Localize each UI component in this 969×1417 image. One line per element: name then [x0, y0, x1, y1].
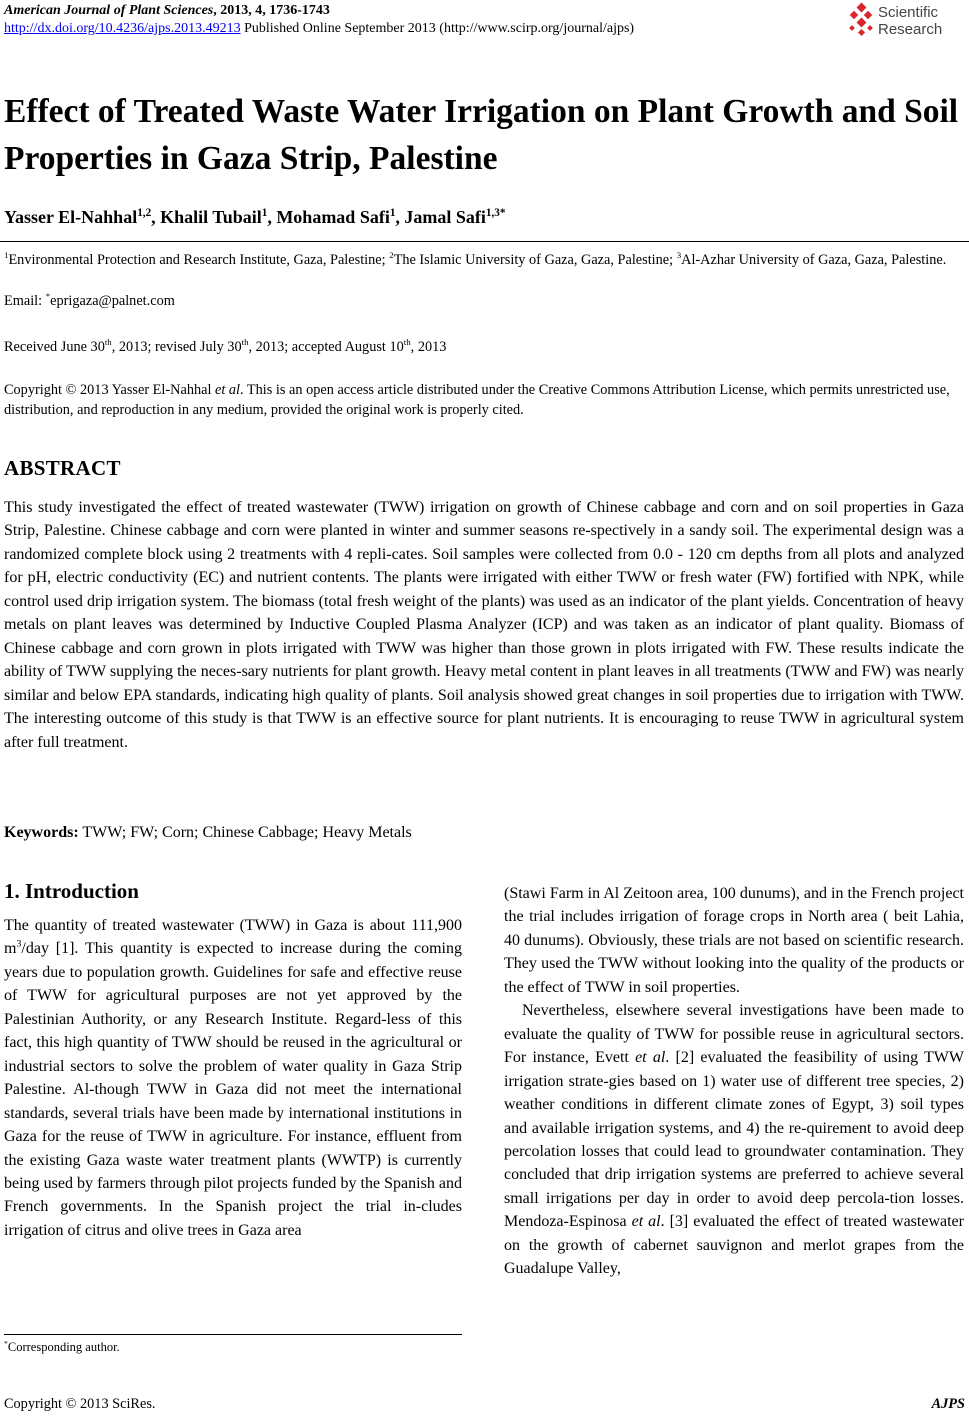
intro-right-column — [504, 882, 964, 1281]
footnote-text: Corresponding author. — [7, 1340, 120, 1354]
footnote — [4, 1340, 120, 1355]
footer-journal-abbrev: AJPS — [931, 1396, 965, 1412]
intro-paragraph-2 — [504, 999, 964, 1280]
author-name: , Khalil Tubail — [151, 207, 262, 227]
intro-paragraph-1 — [4, 914, 462, 1242]
intro-text: /day [1]. This quantity is expected to increase during the coming years due to population growth. Guidelines for safe and effective reuse of TWW for agricultural purposes are not yet approved by the Palestinian Authority, or any Research Institute. Regard-less of this fact, this high quantity of TWW should be reused in the agricultural or industrial sectors to solve the problem of water quality in Gaza Strip Palestine. Al-though TWW in Gaza did not meet the international standards, several trials have been made by international institutions in Gaza for the reuse of TWW in agriculture. For instance, effluent from the existing Gaza waste water treatment plants (WWTP) is currently being used by farmers through pilot projects funded by the Spanish and French governments. In the Spanish project the trial in-cludes irrigation of citrus and olive trees in Gaza area — [4, 940, 462, 1239]
intro-text: Nevertheless, elsewhere several investigations have been made to evaluate the quality of TWW for possible reuse in agricultural sectors. For instance, Evett — [504, 1002, 964, 1067]
logo-line-1: Scientific — [878, 4, 939, 21]
copyright-text: . This is an open access article distributed under the Creative Commons Attribution License, which permits unrestricted use, distribution, and reproduction in any medium, provided the original work is properly cited. — [4, 382, 950, 418]
scientific-research-logo — [848, 2, 968, 42]
intro-heading: 1. Introduction — [4, 879, 139, 903]
copyright-etal: et al — [215, 382, 241, 398]
email-address[interactable]: eprigaza@palnet.com — [50, 293, 175, 309]
affil-text: Environmental Protection and Research Institute, Gaza, Palestine; — [8, 252, 390, 268]
intro-left-column — [4, 914, 462, 1242]
author-name: Yasser El-Nahhal — [4, 207, 138, 227]
author-affil-sup: 1,3* — [485, 207, 506, 219]
keywords-line — [4, 824, 412, 842]
author-affil-sup: 1,2 — [137, 207, 152, 219]
email-label: Email: — [4, 293, 46, 309]
date-text: Received June 30 — [4, 339, 105, 355]
author-list — [4, 207, 505, 228]
logo-line-2: Research — [878, 21, 943, 38]
author-affil-sup: 1 — [261, 207, 268, 219]
author-name: , Jamal Safi — [395, 207, 486, 227]
keywords: TWW; FW; Corn; Chinese Cabbage; Heavy Metals — [78, 824, 412, 841]
doi-line — [4, 20, 634, 38]
affil-sup: 3 — [676, 250, 682, 261]
copyright-text: Copyright © 2013 Yasser El-Nahhal — [4, 382, 216, 398]
abstract-text: This study investigated the effect of treated wastewater (TWW) irrigation on growth of Chinese cabbage and corn and on soil properties in Gaza Strip, Palestine. Chinese cabbage and corn were planted in winter and summer seasons re-spectively in a sandy soil. The experimental design was a randomized complete block using 2 treatments with 4 repli-cates. Soil samples were collected from 0.0 - 120 cm depths from all plots and analyzed for pH, electric conductivity (EC) and nutrient contents. The plants were irrigated with either TWW or fresh water (FW) fortified with NPK, while control used drip irrigation system. The biomass (total fresh weight of the plants) was used as an indicator of the plant yields. Concentration of heavy metals on plant leaves was determined by Inductive Coupled Plasma Analyzer (ICP) and was taken as an indicator of plant quality. Biomass of Chinese cabbage and corn grown in plots irrigated with TWW was higher than those grown in plots irrigated with FW. These results indicate the ability of TWW supplying the neces-sary nutrients for plant growth. Heavy metal content in plant leaves in all treatments (TWW and FW) was nearly similar and below EPA standards, indicating high quality of plants. Soil analysis showed great changes in soil properties due to irrigation with TWW. The interesting outcome of this study is that TWW is an effective source for plant nutrients. It is encouraging to reuse TWW in agricultural system after full treatment. — [4, 499, 964, 751]
author-affil-sup: 1 — [389, 207, 396, 219]
header-divider — [0, 241, 969, 242]
affiliations — [4, 250, 964, 270]
affil-sup: 1 — [4, 250, 9, 261]
abstract-heading: ABSTRACT — [4, 456, 121, 480]
intro-paragraph-1-cont: (Stawi Farm in Al Zeitoon area, 100 dunums), and in the French project the trial includes irrigation of forage crops in North area ( beit Lahia, 40 dunums). Obviously, these trials are not based on scientific research. They used the TWW without looking into the quality of the products or the effect of TWW in soil properties. — [504, 885, 964, 996]
intro-text: The quantity of treated wastewater (TWW) in Gaza is about 111,900 m — [4, 917, 462, 958]
date-text: , 2013; revised July 30 — [111, 339, 242, 355]
doi-link[interactable]: http://dx.doi.org/10.4236/ajps.2013.49213 — [4, 21, 241, 36]
date-sup: th — [241, 337, 249, 348]
copyright-notice — [4, 380, 968, 420]
affil-text: Al-Azhar University of Gaza, Gaza, Palestine. — [681, 252, 947, 268]
intro-etal: et al — [635, 1049, 666, 1067]
keywords-label: Keywords: — [4, 824, 79, 841]
journal-volume: , 2013, 4, 1736-1743 — [213, 3, 330, 18]
email-sup: * — [45, 291, 51, 302]
intro-sup: 3 — [16, 939, 22, 951]
published-online: Published Online September 2013 (http://www.scirp.org/journal/ajps) — [240, 21, 635, 36]
logo-mark-icon — [848, 2, 876, 38]
footer-copyright: Copyright © 2013 SciRes. — [4, 1396, 156, 1412]
journal-citation — [4, 2, 330, 20]
date-text: , 2013; accepted August 10 — [248, 339, 404, 355]
footnote-sup: * — [4, 1338, 8, 1348]
date-sup: th — [403, 337, 411, 348]
logo-text — [878, 4, 942, 38]
date-sup: th — [104, 337, 112, 348]
journal-name: American Journal of Plant Sciences — [4, 3, 214, 18]
affil-sup: 2 — [389, 250, 394, 261]
received-dates — [4, 339, 446, 356]
date-text: , 2013 — [410, 339, 447, 355]
email-line — [4, 293, 175, 310]
paper-title: Effect of Treated Waste Water Irrigation on Plant Growth and Soil Properties in Gaza Strip, Palestine — [4, 93, 959, 177]
footnote-divider — [4, 1334, 462, 1335]
intro-text: . [2] evaluated the feasibility of using TWW irrigation strate-gies based on 1) water use of different tree species, 2) weather conditions in different climate zones of Egypt, 3) soil types and available irrigation systems, and 4) the re-quirement to avoid deep percolation losses that could lead to groundwater contamination. They concluded that drip irrigation systems are preferred to achieve several small irrigations per day in order to avoid deep percola-tion losses. Mendoza-Espinosa — [504, 1049, 964, 1231]
affil-text: The Islamic University of Gaza, Gaza, Palestine; — [393, 252, 677, 268]
author-name: , Mohamad Safi — [267, 207, 390, 227]
intro-text: . [3] evaluated the effect of treated wastewater on the growth of cabernet sauvignon and merlot grapes from the Guadalupe Valley, — [504, 1213, 964, 1278]
intro-etal: et al — [631, 1213, 661, 1231]
